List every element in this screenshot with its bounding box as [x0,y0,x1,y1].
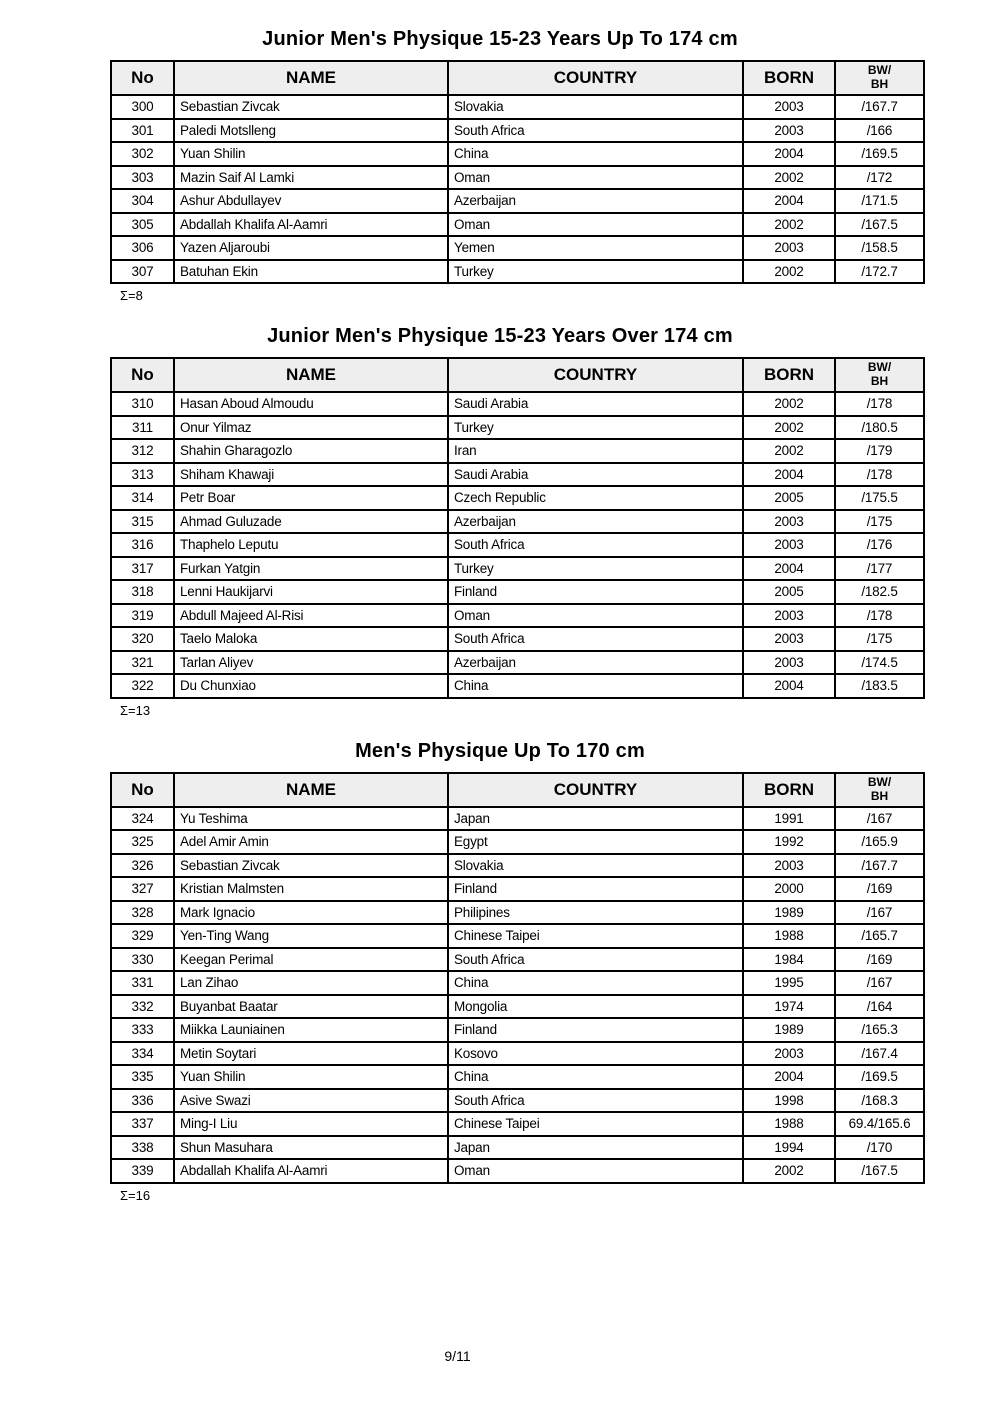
athlete-name: Onur Yilmaz [174,416,448,440]
athlete-country: Oman [448,604,743,628]
bwbh-line2: BH [870,374,889,388]
athlete-no: 339 [111,1159,174,1183]
athlete-name: Ashur Abdullayev [174,189,448,213]
athlete-name: Taelo Maloka [174,627,448,651]
athlete-bwbh: /169 [835,948,924,972]
athlete-no: 327 [111,877,174,901]
athlete-bwbh: /183.5 [835,674,924,698]
athlete-name: Keegan Perimal [174,948,448,972]
athlete-bwbh: /165.7 [835,924,924,948]
athlete-bwbh: /167 [835,901,924,925]
table-row [111,627,924,651]
athlete-no: 316 [111,533,174,557]
athlete-born: 2003 [743,533,835,557]
athlete-born: 1974 [743,995,835,1019]
athlete-bwbh: /167.4 [835,1042,924,1066]
table-body [111,392,924,698]
athlete-bwbh: /167 [835,807,924,831]
athlete-country: Czech Republic [448,486,743,510]
athlete-born: 1992 [743,830,835,854]
athlete-born: 2004 [743,1065,835,1089]
table-body [111,95,924,283]
bwbh-line1: BW/ [867,63,892,78]
table-row [111,533,924,557]
athlete-bwbh: /165.9 [835,830,924,854]
column-header-born: BORN [743,61,835,95]
athlete-bwbh: /176 [835,533,924,557]
table-row [111,142,924,166]
athlete-born: 1989 [743,1018,835,1042]
athlete-bwbh: /175 [835,510,924,534]
column-header-name: NAME [174,358,448,392]
table-row [111,189,924,213]
athlete-name: Abdallah Khalifa Al-Aamri [174,213,448,237]
athlete-name: Yuan Shilin [174,1065,448,1089]
column-header-bwbh [835,773,924,807]
table-row [111,1159,924,1183]
section-mens-physique-up-to-170 [0,740,1000,1203]
table-row [111,439,924,463]
athlete-no: 333 [111,1018,174,1042]
athlete-bwbh: /175 [835,627,924,651]
athlete-name: Batuhan Ekin [174,260,448,284]
athlete-country: Kosovo [448,1042,743,1066]
athlete-no: 312 [111,439,174,463]
table-row [111,557,924,581]
athlete-name: Ahmad Guluzade [174,510,448,534]
athlete-count-sum: Σ=8 [120,288,143,303]
athlete-bwbh: /158.5 [835,236,924,260]
table-row [111,604,924,628]
athlete-no: 302 [111,142,174,166]
table-row [111,236,924,260]
athlete-name: Du Chunxiao [174,674,448,698]
athlete-bwbh: /167.7 [835,95,924,119]
athlete-country: Finland [448,580,743,604]
athlete-no: 301 [111,119,174,143]
athlete-born: 1995 [743,971,835,995]
athlete-name: Paledi Motslleng [174,119,448,143]
athlete-count-sum: Σ=16 [120,1187,151,1203]
athlete-country: Oman [448,213,743,237]
athlete-name: Mazin Saif Al Lamki [174,166,448,190]
table-row [111,1136,924,1160]
column-header-no: No [111,61,174,95]
athlete-bwbh: /166 [835,119,924,143]
table-row [111,901,924,925]
athlete-country: Slovakia [448,95,743,119]
athlete-name: Ming-I Liu [174,1112,448,1136]
section-title: Junior Men's Physique 15-23 Years Over 174 cm [267,325,733,347]
athlete-name: Shiham Khawaji [174,463,448,487]
athlete-country: Oman [448,1159,743,1183]
athlete-country: Oman [448,166,743,190]
athlete-country: Egypt [448,830,743,854]
column-header-name: NAME [174,61,448,95]
athlete-no: 310 [111,392,174,416]
athlete-name: Petr Boar [174,486,448,510]
athlete-born: 1998 [743,1089,835,1113]
athlete-country: Saudi Arabia [448,392,743,416]
athlete-country: Slovakia [448,854,743,878]
athlete-name: Shahin Gharagozlo [174,439,448,463]
athlete-born: 1991 [743,807,835,831]
athlete-no: 330 [111,948,174,972]
athlete-bwbh: /171.5 [835,189,924,213]
header-row [111,358,924,392]
athlete-bwbh: /178 [835,463,924,487]
column-header-country: COUNTRY [448,773,743,807]
athlete-no: 319 [111,604,174,628]
athlete-bwbh: /165.3 [835,1018,924,1042]
athlete-country: Turkey [448,557,743,581]
athlete-bwbh: /174.5 [835,651,924,675]
athlete-country: Mongolia [448,995,743,1019]
section-junior-over-174 [0,325,1000,718]
table-row [111,166,924,190]
athlete-name: Yazen Aljaroubi [174,236,448,260]
athlete-born: 2003 [743,236,835,260]
athlete-born: 2005 [743,486,835,510]
section-title: Junior Men's Physique 15-23 Years Up To 174 cm [262,28,738,50]
athlete-country: South Africa [448,119,743,143]
athlete-country: Philipines [448,901,743,925]
athlete-bwbh: /175.5 [835,486,924,510]
table-body [111,807,924,1183]
athlete-born: 2002 [743,392,835,416]
table-row [111,260,924,284]
table-row [111,119,924,143]
athlete-name: Abdull Majeed Al-Risi [174,604,448,628]
athlete-no: 334 [111,1042,174,1066]
athlete-bwbh: /178 [835,604,924,628]
athlete-no: 315 [111,510,174,534]
column-header-bwbh [835,358,924,392]
athlete-country: Yemen [448,236,743,260]
athlete-name: Furkan Yatgin [174,557,448,581]
athlete-name: Hasan Aboud Almoudu [174,392,448,416]
athlete-bwbh: /167.5 [835,213,924,237]
table-row [111,971,924,995]
athlete-born: 2003 [743,95,835,119]
table-row [111,463,924,487]
athlete-country: China [448,971,743,995]
athlete-bwbh: /172.7 [835,260,924,284]
athlete-bwbh: /172 [835,166,924,190]
athlete-name: Yen-Ting Wang [174,924,448,948]
athlete-born: 2003 [743,627,835,651]
column-header-born: BORN [743,773,835,807]
athlete-country: Azerbaijan [448,510,743,534]
header-row [111,773,924,807]
athlete-bwbh: /179 [835,439,924,463]
column-header-born: BORN [743,358,835,392]
table-row [111,674,924,698]
athlete-born: 2004 [743,189,835,213]
athlete-country: South Africa [448,948,743,972]
athlete-bwbh: /182.5 [835,580,924,604]
athlete-no: 326 [111,854,174,878]
athlete-country: China [448,142,743,166]
athlete-born: 1984 [743,948,835,972]
table-header [111,61,924,95]
athlete-bwbh: /169.5 [835,1065,924,1089]
athlete-no: 324 [111,807,174,831]
column-header-country: COUNTRY [448,61,743,95]
athlete-born: 2002 [743,439,835,463]
table-row [111,995,924,1019]
athlete-no: 321 [111,651,174,675]
athlete-born: 2002 [743,260,835,284]
athlete-bwbh: 69.4/165.6 [835,1112,924,1136]
athlete-name: Yu Teshima [174,807,448,831]
athlete-bwbh: /178 [835,392,924,416]
athlete-born: 1989 [743,901,835,925]
athlete-no: 314 [111,486,174,510]
athlete-born: 2002 [743,213,835,237]
section-junior-up-to-174 [0,28,1000,303]
table-row [111,95,924,119]
athlete-name: Shun Masuhara [174,1136,448,1160]
athlete-name: Thaphelo Leputu [174,533,448,557]
athlete-born: 2003 [743,651,835,675]
athlete-name: Lenni Haukijarvi [174,580,448,604]
bwbh-line1: BW/ [867,774,892,789]
athlete-name: Sebastian Zivcak [174,95,448,119]
column-header-name: NAME [174,773,448,807]
table-header [111,358,924,392]
athlete-name: Metin Soytari [174,1042,448,1066]
athlete-no: 322 [111,674,174,698]
table-row [111,1065,924,1089]
table-row [111,830,924,854]
athlete-no: 332 [111,995,174,1019]
athlete-no: 325 [111,830,174,854]
bwbh-line1: BW/ [867,360,892,375]
results-table [110,772,925,1184]
table-row [111,416,924,440]
column-header-no: No [111,358,174,392]
athlete-born: 2002 [743,166,835,190]
athlete-country: China [448,1065,743,1089]
athlete-no: 335 [111,1065,174,1089]
table-row [111,1089,924,1113]
athlete-no: 306 [111,236,174,260]
table-header [111,773,924,807]
table-row [111,486,924,510]
athlete-no: 338 [111,1136,174,1160]
athlete-name: Lan Zihao [174,971,448,995]
athlete-born: 2005 [743,580,835,604]
table-row [111,854,924,878]
athlete-bwbh: /164 [835,995,924,1019]
athlete-country: Turkey [448,416,743,440]
athlete-born: 2003 [743,604,835,628]
athlete-bwbh: /169.5 [835,142,924,166]
athlete-country: Finland [448,877,743,901]
athlete-country: Chinese Taipei [448,924,743,948]
athlete-bwbh: /167 [835,971,924,995]
results-table [110,357,925,699]
athlete-born: 1988 [743,1112,835,1136]
athlete-name: Adel Amir Amin [174,830,448,854]
athlete-no: 304 [111,189,174,213]
athlete-no: 313 [111,463,174,487]
athlete-no: 318 [111,580,174,604]
athlete-no: 311 [111,416,174,440]
table-row [111,924,924,948]
athlete-born: 2002 [743,416,835,440]
athlete-no: 320 [111,627,174,651]
athlete-born: 2003 [743,510,835,534]
athlete-country: South Africa [448,1089,743,1113]
athlete-country: Japan [448,807,743,831]
athlete-bwbh: /180.5 [835,416,924,440]
athlete-born: 2004 [743,463,835,487]
athlete-name: Asive Swazi [174,1089,448,1113]
athlete-country: Finland [448,1018,743,1042]
athlete-born: 2002 [743,1159,835,1183]
athlete-no: 303 [111,166,174,190]
athlete-country: Iran [448,439,743,463]
athlete-country: Japan [448,1136,743,1160]
bwbh-line2: BH [870,77,889,91]
athlete-no: 336 [111,1089,174,1113]
athlete-bwbh: /167.5 [835,1159,924,1183]
results-table [110,60,925,284]
athlete-no: 331 [111,971,174,995]
athlete-born: 1988 [743,924,835,948]
table-row [111,1018,924,1042]
header-row [111,61,924,95]
page-number: 9/11 [444,1348,471,1364]
athlete-country: Saudi Arabia [448,463,743,487]
athlete-no: 305 [111,213,174,237]
athlete-no: 300 [111,95,174,119]
table-row [111,877,924,901]
athlete-name: Miikka Launiainen [174,1018,448,1042]
athlete-country: Turkey [448,260,743,284]
athlete-country: China [448,674,743,698]
athlete-born: 2000 [743,877,835,901]
athlete-born: 1994 [743,1136,835,1160]
athlete-no: 307 [111,260,174,284]
table-row [111,807,924,831]
athlete-name: Kristian Malmsten [174,877,448,901]
athlete-no: 337 [111,1112,174,1136]
athlete-country: Chinese Taipei [448,1112,743,1136]
section-title: Men's Physique Up To 170 cm [355,739,645,762]
table-row [111,948,924,972]
athlete-born: 2003 [743,854,835,878]
athlete-name: Sebastian Zivcak [174,854,448,878]
table-row [111,580,924,604]
athlete-country: South Africa [448,627,743,651]
athlete-bwbh: /170 [835,1136,924,1160]
athlete-name: Mark Ignacio [174,901,448,925]
table-row [111,510,924,534]
column-header-country: COUNTRY [448,358,743,392]
athlete-bwbh: /177 [835,557,924,581]
athlete-no: 317 [111,557,174,581]
column-header-bwbh [835,61,924,95]
athlete-bwbh: /169 [835,877,924,901]
athlete-country: Azerbaijan [448,189,743,213]
athlete-born: 2004 [743,142,835,166]
athlete-count-sum: Σ=13 [120,702,151,718]
table-row [111,392,924,416]
athlete-country: South Africa [448,533,743,557]
table-row [111,1112,924,1136]
athlete-born: 2004 [743,674,835,698]
athlete-no: 329 [111,924,174,948]
athlete-name: Buyanbat Baatar [174,995,448,1019]
table-row [111,213,924,237]
column-header-no: No [111,773,174,807]
athlete-name: Tarlan Aliyev [174,651,448,675]
athlete-country: Azerbaijan [448,651,743,675]
athlete-bwbh: /167.7 [835,854,924,878]
athlete-name: Yuan Shilin [174,142,448,166]
bwbh-line2: BH [870,788,889,803]
athlete-bwbh: /168.3 [835,1089,924,1113]
table-row [111,651,924,675]
athlete-name: Abdallah Khalifa Al-Aamri [174,1159,448,1183]
athlete-no: 328 [111,901,174,925]
athlete-born: 2004 [743,557,835,581]
athlete-born: 2003 [743,119,835,143]
athlete-born: 2003 [743,1042,835,1066]
table-row [111,1042,924,1066]
